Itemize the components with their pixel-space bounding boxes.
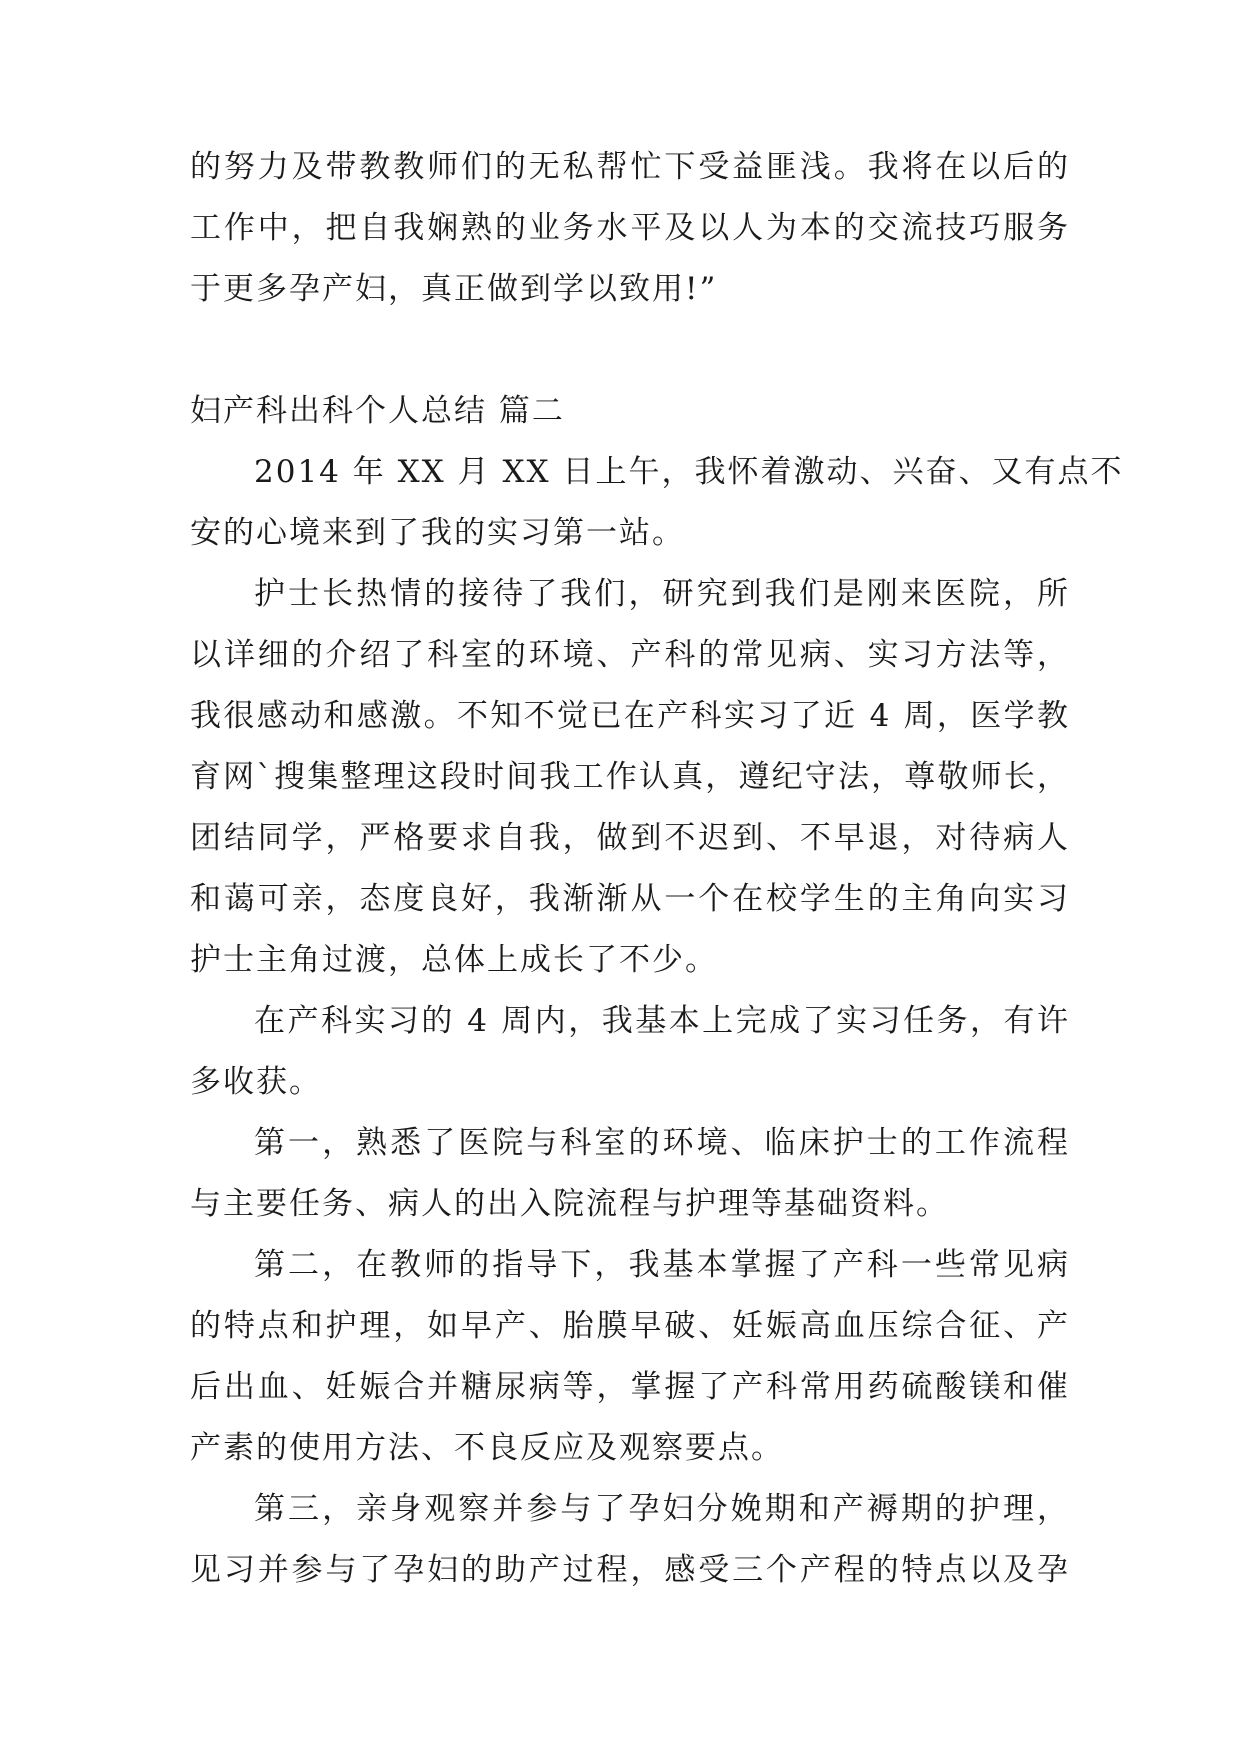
text-line: 与主要任务、病人的出入院流程与护理等基础资料。: [190, 1186, 949, 1222]
text-line: 的努力及带教教师们的无私帮忙下受益匪浅。我将在以后的: [190, 149, 1070, 185]
text-line: 第三，亲身观察并参与了孕妇分娩期和产褥期的护理，: [254, 1491, 1070, 1527]
text-line: 以详细的介绍了科室的环境、产科的常见病、实习方法等，: [190, 637, 1070, 673]
text-line: 多收获。: [190, 1064, 322, 1100]
text-line: 的特点和护理，如早产、胎膜早破、妊娠高血压综合征、产: [190, 1308, 1070, 1344]
text-line: 产素的使用方法、不良反应及观察要点。: [190, 1430, 784, 1466]
text-line: 我很感动和感激。不知不觉已在产科实习了近 4 周，医学教: [190, 698, 1070, 734]
text-line: 在产科实习的 4 周内，我基本上完成了实习任务，有许: [254, 1003, 1070, 1039]
text-line: 团结同学，严格要求自我，做到不迟到、不早退，对待病人: [190, 820, 1070, 856]
text-line: 育网`搜集整理这段时间我工作认真，遵纪守法，尊敬师长，: [190, 759, 1070, 795]
text-line: 工作中，把自我娴熟的业务水平及以人为本的交流技巧服务: [190, 210, 1070, 246]
text-line: 见习并参与了孕妇的助产过程，感受三个产程的特点以及孕: [190, 1552, 1070, 1588]
text-line: 和蔼可亲，态度良好，我渐渐从一个在校学生的主角向实习: [190, 881, 1070, 917]
text-line: 护士主角过渡，总体上成长了不少。: [190, 942, 718, 978]
text-line: 于更多孕产妇，真正做到学以致用!”: [190, 271, 718, 307]
section-heading: 妇产科出科个人总结 篇二: [190, 393, 565, 429]
text-line: 护士长热情的接待了我们，研究到我们是刚来医院，所: [254, 576, 1070, 612]
text-line: 第一，熟悉了医院与科室的环境、临床护士的工作流程: [254, 1125, 1070, 1161]
text-line: 安的心境来到了我的实习第一站。: [190, 515, 685, 551]
text-line: 2014 年 XX 月 XX 日上午，我怀着激动、兴奋、又有点不: [254, 454, 1124, 490]
text-line: 第二，在教师的指导下，我基本掌握了产科一些常见病: [254, 1247, 1070, 1283]
text-line: 后出血、妊娠合并糖尿病等，掌握了产科常用药硫酸镁和催: [190, 1369, 1070, 1405]
